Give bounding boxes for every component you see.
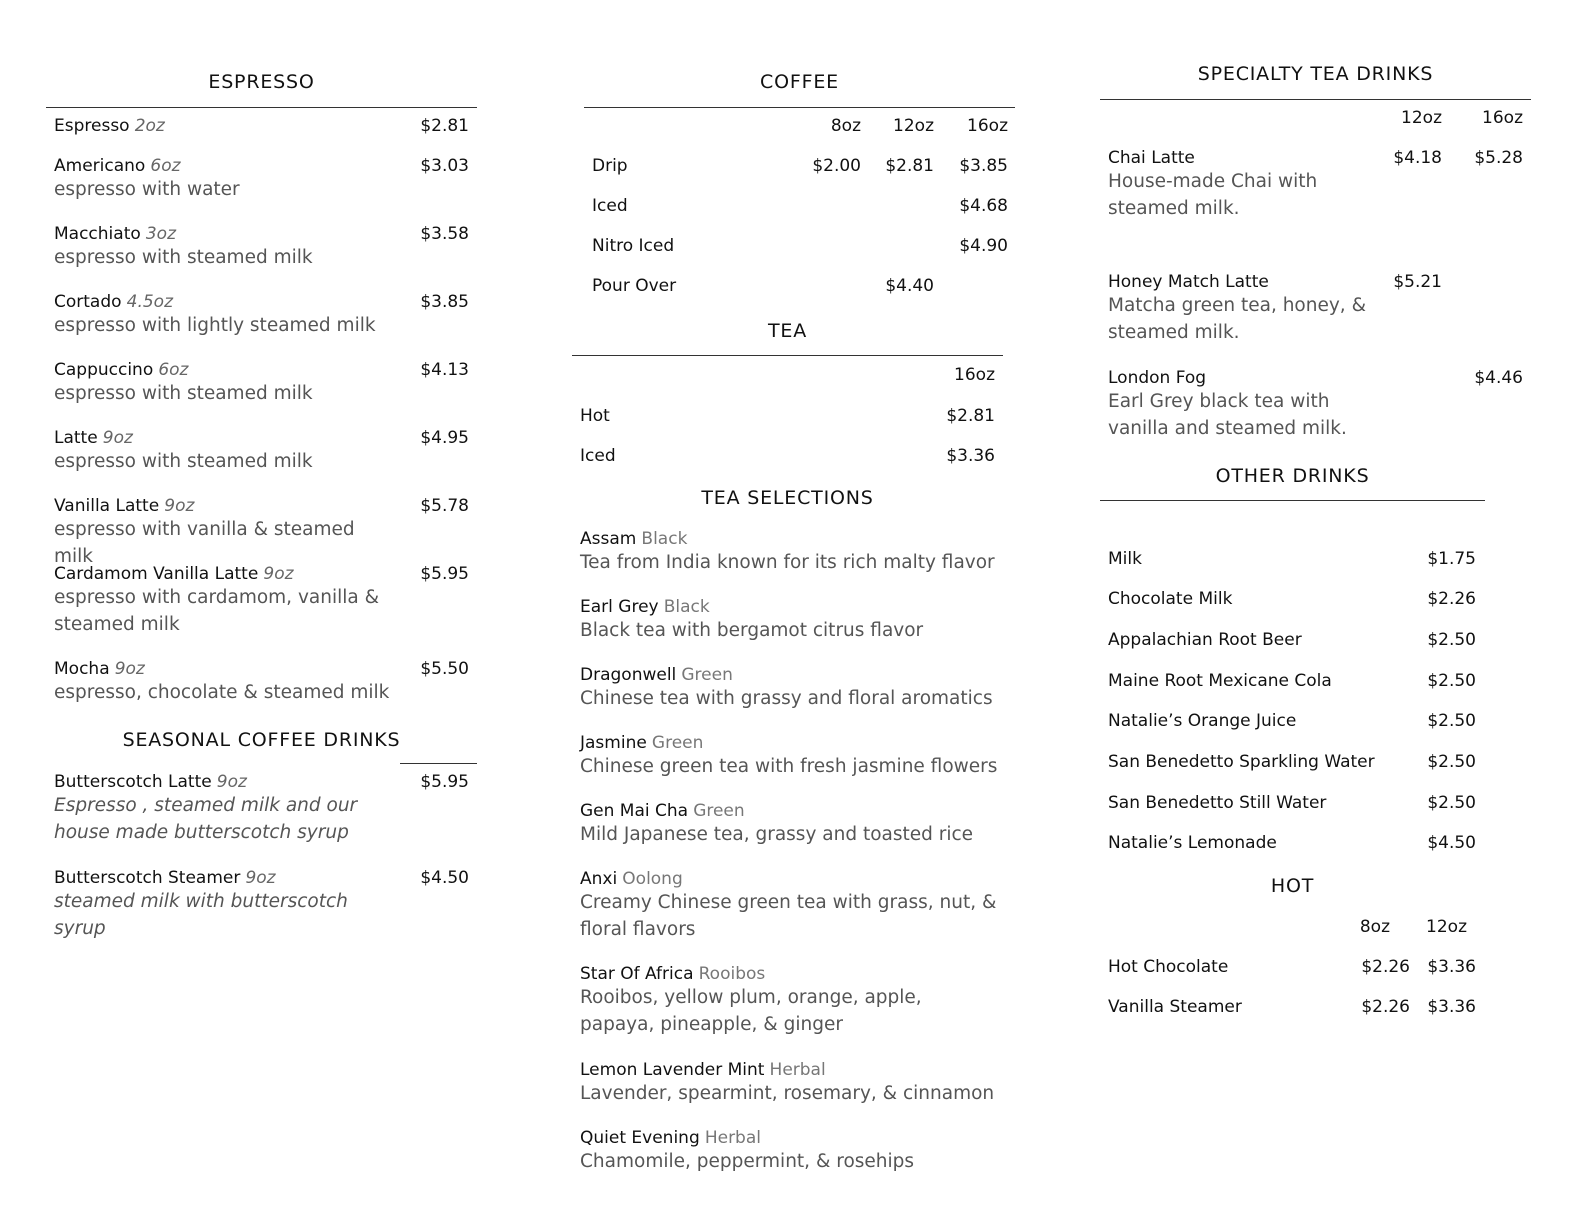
item-description: espresso with steamed milk bbox=[54, 451, 313, 472]
tea-type: Herbal bbox=[769, 1060, 826, 1080]
menu-item-americano bbox=[54, 156, 394, 203]
item-description: espresso, chocolate & steamed milk bbox=[54, 682, 390, 703]
tea-name: Jasmine bbox=[580, 733, 647, 753]
menu-item-espresso bbox=[54, 116, 394, 136]
item-price: $2.50 bbox=[1427, 671, 1476, 691]
item-name: Chocolate Milk bbox=[1108, 589, 1233, 609]
tea-name: Lemon Lavender Mint bbox=[580, 1060, 765, 1080]
tea-description: Black tea with bergamot citrus flavor bbox=[580, 620, 924, 641]
item-price: $4.50 bbox=[420, 868, 469, 888]
tea-title: TEA bbox=[767, 320, 807, 342]
size-header-8oz: 8oz bbox=[1359, 917, 1390, 937]
item-size: 2oz bbox=[134, 116, 165, 136]
price-12oz: $4.40 bbox=[885, 276, 934, 296]
price-16oz: $3.36 bbox=[946, 446, 995, 466]
size-header-16oz: 16oz bbox=[1482, 108, 1523, 128]
price-16oz: $5.28 bbox=[1474, 148, 1523, 168]
coffee-divider bbox=[584, 107, 1015, 108]
item-description: House-made Chai with steamed milk. bbox=[1108, 171, 1318, 219]
item-description: espresso with water bbox=[54, 179, 240, 200]
seasonal-title: SEASONAL COFFEE DRINKS bbox=[122, 729, 401, 751]
item-price: $5.95 bbox=[420, 772, 469, 792]
item-price: $3.85 bbox=[420, 292, 469, 312]
tea-name: Dragonwell bbox=[580, 665, 677, 685]
specialty-item-london-fog bbox=[1108, 368, 1368, 442]
item-description: steamed milk with butterscotch syrup bbox=[54, 891, 348, 939]
item-price: $2.50 bbox=[1427, 711, 1476, 731]
item-size: 4.5oz bbox=[126, 292, 174, 312]
price-8oz: $2.00 bbox=[812, 156, 861, 176]
tea-selection-star-of-africa bbox=[580, 964, 950, 1038]
item-name: Mocha bbox=[54, 659, 110, 679]
price-12oz: $5.21 bbox=[1393, 272, 1442, 292]
tea-selection-assam bbox=[580, 529, 1005, 576]
item-name: Espresso bbox=[54, 116, 130, 136]
price-16oz: $2.81 bbox=[946, 406, 995, 426]
row-name: Iced bbox=[580, 446, 616, 466]
item-price: $2.26 bbox=[1427, 589, 1476, 609]
size-header-8oz: 8oz bbox=[830, 116, 861, 136]
item-description: espresso with steamed milk bbox=[54, 247, 313, 268]
item-name: Butterscotch Steamer bbox=[54, 868, 241, 888]
item-price: $2.50 bbox=[1427, 630, 1476, 650]
tea-type: Oolong bbox=[622, 869, 683, 889]
item-description: espresso with steamed milk bbox=[54, 383, 313, 404]
item-price: $2.50 bbox=[1427, 752, 1476, 772]
item-name: Vanilla Steamer bbox=[1108, 997, 1242, 1017]
tea-type: Green bbox=[693, 801, 745, 821]
item-price: $4.13 bbox=[420, 360, 469, 380]
specialty-item-chai-latte bbox=[1108, 148, 1368, 222]
item-name: Vanilla Latte bbox=[54, 496, 160, 516]
price-8oz: $2.26 bbox=[1361, 997, 1410, 1017]
menu-item-cardamom-vanilla-latte bbox=[54, 564, 384, 638]
row-name: Drip bbox=[592, 156, 628, 176]
item-name: London Fog bbox=[1108, 368, 1207, 388]
tea-selection-gen-mai-cha bbox=[580, 801, 1005, 848]
tea-name: Assam bbox=[580, 529, 637, 549]
item-name: Cortado bbox=[54, 292, 122, 312]
tea-description: Lavender, spearmint, rosemary, & cinnamon bbox=[580, 1083, 995, 1104]
size-header-12oz: 12oz bbox=[1426, 917, 1467, 937]
row-name: Iced bbox=[592, 196, 628, 216]
tea-type: Black bbox=[641, 529, 688, 549]
menu-item-latte bbox=[54, 428, 394, 475]
tea-name: Star Of Africa bbox=[580, 964, 694, 984]
item-name: Hot Chocolate bbox=[1108, 957, 1229, 977]
item-price: $1.75 bbox=[1427, 549, 1476, 569]
item-size: 9oz bbox=[114, 659, 145, 679]
item-description: espresso with vanilla & steamed milk bbox=[54, 519, 355, 567]
menu-item-vanilla-latte bbox=[54, 496, 399, 570]
item-name: Natalie’s Lemonade bbox=[1108, 833, 1277, 853]
tea-name: Anxi bbox=[580, 869, 618, 889]
item-description: Earl Grey black tea with vanilla and steamed milk. bbox=[1108, 391, 1347, 439]
item-name: San Benedetto Still Water bbox=[1108, 793, 1327, 813]
menu-item-macchiato bbox=[54, 224, 394, 271]
item-name: San Benedetto Sparkling Water bbox=[1108, 752, 1375, 772]
tea-name: Quiet Evening bbox=[580, 1128, 700, 1148]
item-price: $2.50 bbox=[1427, 793, 1476, 813]
menu-item-cortado bbox=[54, 292, 394, 339]
tea-description: Mild Japanese tea, grassy and toasted rice bbox=[580, 824, 974, 845]
row-name: Nitro Iced bbox=[592, 236, 675, 256]
item-name: Butterscotch Latte bbox=[54, 772, 212, 792]
specialty-tea-title: SPECIALTY TEA DRINKS bbox=[1197, 63, 1434, 85]
item-name: Maine Root Mexicane Cola bbox=[1108, 671, 1332, 691]
row-name: Pour Over bbox=[592, 276, 677, 296]
item-name: Honey Match Latte bbox=[1108, 272, 1269, 292]
size-header-16oz: 16oz bbox=[967, 116, 1008, 136]
specialty-tea-divider bbox=[1100, 99, 1531, 100]
tea-type: Black bbox=[663, 597, 710, 617]
price-16oz: $3.85 bbox=[959, 156, 1008, 176]
item-price: $3.58 bbox=[420, 224, 469, 244]
seasonal-divider bbox=[400, 763, 477, 764]
item-size: 3oz bbox=[145, 224, 176, 244]
price-16oz: $4.46 bbox=[1474, 368, 1523, 388]
item-size: 6oz bbox=[158, 360, 189, 380]
tea-selection-quiet-evening bbox=[580, 1128, 1005, 1175]
size-header-12oz: 12oz bbox=[893, 116, 934, 136]
item-price: $4.95 bbox=[420, 428, 469, 448]
price-16oz: $4.68 bbox=[959, 196, 1008, 216]
item-price: $2.81 bbox=[420, 116, 469, 136]
item-size: 9oz bbox=[263, 564, 294, 584]
item-name: Milk bbox=[1108, 549, 1142, 569]
item-name: Latte bbox=[54, 428, 98, 448]
item-size: 9oz bbox=[216, 772, 247, 792]
price-8oz: $2.26 bbox=[1361, 957, 1410, 977]
tea-description: Chinese tea with grassy and floral aromatics bbox=[580, 688, 993, 709]
item-name: Cardamom Vanilla Latte bbox=[54, 564, 259, 584]
item-price: $5.50 bbox=[420, 659, 469, 679]
specialty-item-honey-match-latte bbox=[1108, 272, 1378, 346]
other-drinks-title: OTHER DRINKS bbox=[1215, 465, 1370, 487]
tea-description: Creamy Chinese green tea with grass, nut, & floral flavors bbox=[580, 892, 997, 940]
tea-selection-dragonwell bbox=[580, 665, 1005, 712]
item-size: 6oz bbox=[150, 156, 181, 176]
item-description: espresso with cardamom, vanilla & steamed milk bbox=[54, 587, 380, 635]
item-price: $5.78 bbox=[420, 496, 469, 516]
item-size: 9oz bbox=[245, 868, 276, 888]
price-16oz: $4.90 bbox=[959, 236, 1008, 256]
item-size: 9oz bbox=[102, 428, 133, 448]
tea-name: Gen Mai Cha bbox=[580, 801, 689, 821]
price-12oz: $3.36 bbox=[1427, 997, 1476, 1017]
item-name: Appalachian Root Beer bbox=[1108, 630, 1302, 650]
item-name: Cappuccino bbox=[54, 360, 154, 380]
tea-name: Earl Grey bbox=[580, 597, 659, 617]
hot-title: HOT bbox=[1270, 875, 1315, 897]
item-price: $3.03 bbox=[420, 156, 469, 176]
tea-selection-earl-grey bbox=[580, 597, 1005, 644]
tea-description: Tea from India known for its rich malty flavor bbox=[580, 552, 995, 573]
item-size: 9oz bbox=[164, 496, 195, 516]
tea-description: Chamomile, peppermint, & rosehips bbox=[580, 1151, 915, 1172]
tea-selection-lemon-lavender-mint bbox=[580, 1060, 1005, 1107]
menu-item-butterscotch-latte bbox=[54, 772, 374, 846]
size-header-16oz: 16oz bbox=[954, 365, 995, 385]
other-drinks-divider bbox=[1100, 500, 1485, 501]
tea-selections-title: TEA SELECTIONS bbox=[701, 487, 874, 509]
item-price: $5.95 bbox=[420, 564, 469, 584]
tea-selection-anxi bbox=[580, 869, 1000, 943]
item-price: $4.50 bbox=[1427, 833, 1476, 853]
tea-type: Rooibos bbox=[698, 964, 766, 984]
price-12oz: $3.36 bbox=[1427, 957, 1476, 977]
menu-item-cappuccino bbox=[54, 360, 394, 407]
size-header-12oz: 12oz bbox=[1401, 108, 1442, 128]
item-description: Espresso , steamed milk and our house made butterscotch syrup bbox=[54, 795, 358, 843]
item-name: Macchiato bbox=[54, 224, 141, 244]
item-name: Americano bbox=[54, 156, 146, 176]
tea-description: Chinese green tea with fresh jasmine flowers bbox=[580, 756, 998, 777]
item-description: espresso with lightly steamed milk bbox=[54, 315, 376, 336]
price-12oz: $2.81 bbox=[885, 156, 934, 176]
menu-item-butterscotch-steamer bbox=[54, 868, 399, 942]
item-description: Matcha green tea, honey, & steamed milk. bbox=[1108, 295, 1366, 343]
tea-type: Green bbox=[651, 733, 704, 753]
item-name: Natalie’s Orange Juice bbox=[1108, 711, 1297, 731]
item-name: Chai Latte bbox=[1108, 148, 1195, 168]
coffee-title: COFFEE bbox=[760, 71, 839, 93]
price-12oz: $4.18 bbox=[1393, 148, 1442, 168]
tea-selection-jasmine bbox=[580, 733, 1005, 780]
espresso-title: ESPRESSO bbox=[208, 71, 315, 93]
menu-item-mocha bbox=[54, 659, 399, 706]
row-name: Hot bbox=[580, 406, 610, 426]
tea-type: Herbal bbox=[704, 1128, 761, 1148]
tea-divider bbox=[572, 355, 1003, 356]
espresso-divider bbox=[46, 107, 477, 108]
tea-type: Green bbox=[681, 665, 733, 685]
tea-description: Rooibos, yellow plum, orange, apple, papaya, pineapple, & ginger bbox=[580, 987, 922, 1035]
